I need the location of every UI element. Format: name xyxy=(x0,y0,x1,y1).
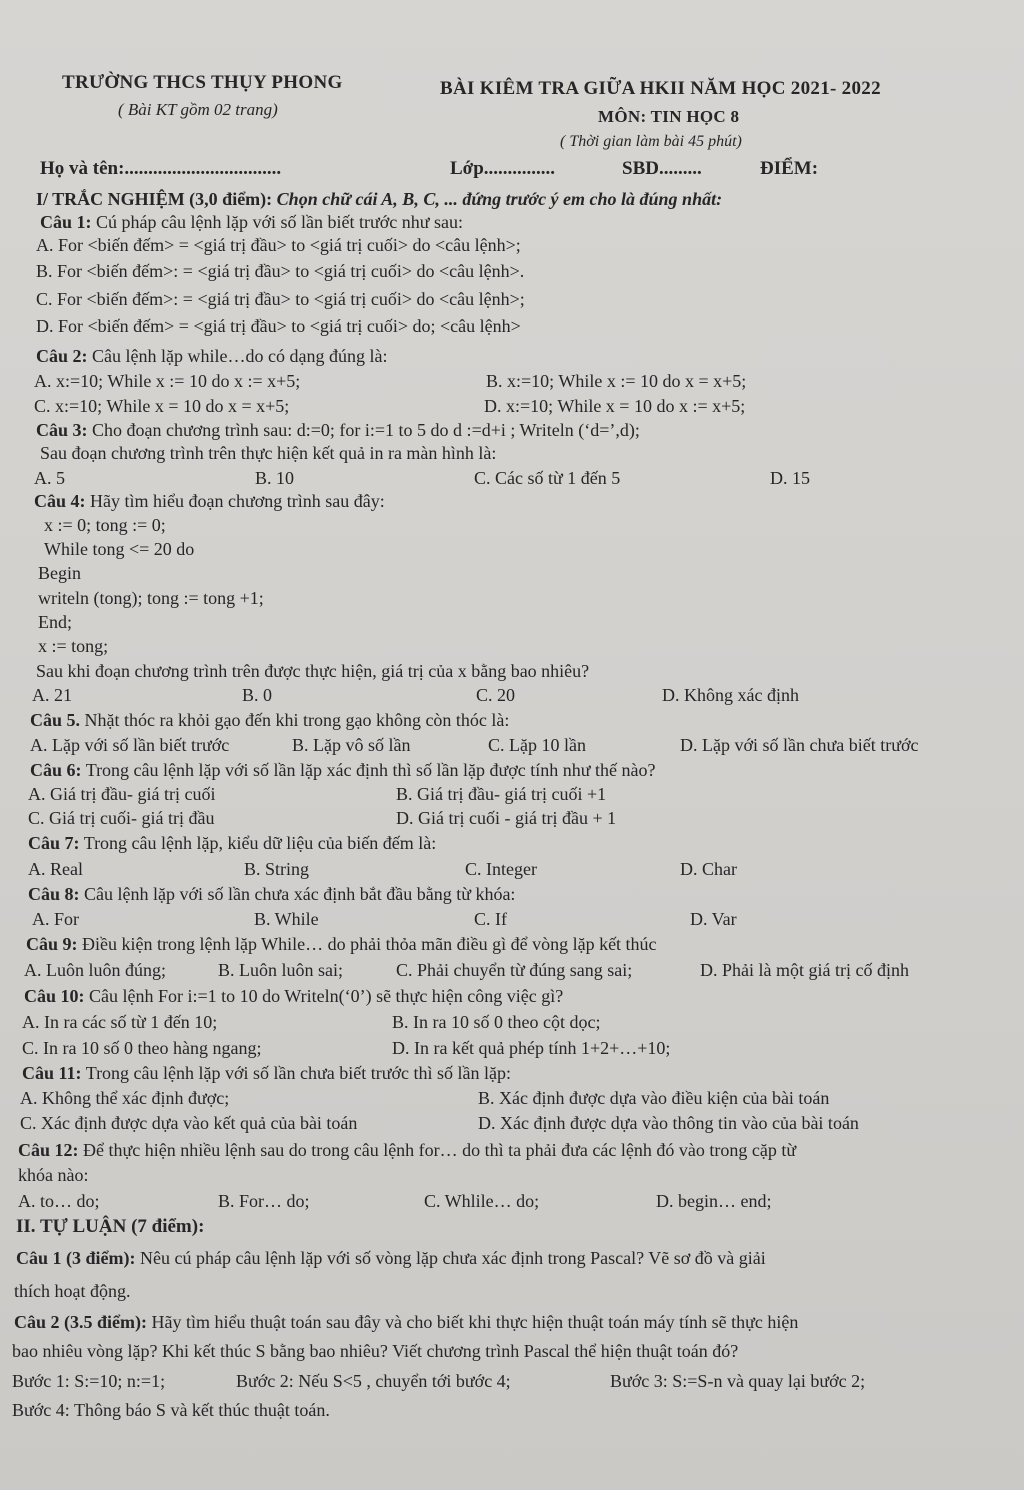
q1-option-c: C. For <biến đếm>: = <giá trị đầu> to <giá trị cuối> do <câu lệnh>; xyxy=(36,289,525,309)
time-note: ( Thời gian làm bài 45 phút) xyxy=(560,133,742,150)
q2-option-a: A. x:=10; While x := 10 do x := x+5; xyxy=(34,371,301,391)
q7-option-b: B. String xyxy=(244,859,310,879)
q4-code-line-4: writeln (tong); tong := tong +1; xyxy=(38,588,264,608)
q9-option-d: D. Phải là một giá trị cố định xyxy=(700,960,909,980)
q2-text: Câu lệnh lặp while…do có dạng đúng là: xyxy=(92,346,388,366)
part1-instruction: Chọn chữ cái A, B, C, ... đứng trước ý em cho là đúng nhất: xyxy=(276,189,723,209)
sbd-field: SBD......... xyxy=(622,158,702,179)
q8-option-c: C. If xyxy=(474,909,507,929)
q1-label: Câu 1: xyxy=(40,212,92,232)
q12-label: Câu 12: xyxy=(18,1140,79,1160)
q8-option-b: B. While xyxy=(254,909,319,929)
q5-option-a: A. Lặp với số lần biết trước xyxy=(30,735,230,755)
q2-label: Câu 2: xyxy=(36,346,88,366)
class-field: Lớp............... xyxy=(450,158,556,179)
exam-title: BÀI KIÊM TRA GIỮA HKII NĂM HỌC 2021- 2022 xyxy=(440,78,881,99)
q8-text: Câu lệnh lặp với số lần chưa xác định bắt đầu bằng từ khóa: xyxy=(84,884,516,904)
q8-label: Câu 8: xyxy=(28,884,80,904)
q3-text2: Sau đoạn chương trình trên thực hiện kết quả in ra màn hình là: xyxy=(40,443,497,463)
q1-option-d: D. For <biến đếm> = <giá trị đầu> to <giá trị cuối> do; <câu lệnh> xyxy=(36,316,521,336)
q10-label: Câu 10: xyxy=(24,986,85,1006)
q6-text: Trong câu lệnh lặp với số lần lặp xác định thì số lần lặp được tính như thế nào? xyxy=(85,760,656,780)
pages-note: ( Bài KT gồm 02 trang) xyxy=(118,100,278,119)
q9-option-b: B. Luôn luôn sai; xyxy=(218,960,343,980)
q12-text2: khóa nào: xyxy=(18,1165,89,1185)
algorithm-step-4: Bước 4: Thông báo S và kết thúc thuật toán. xyxy=(12,1400,330,1420)
q7-option-c: C. Integer xyxy=(465,859,537,879)
q5-label: Câu 5. xyxy=(30,710,81,730)
essay-q2-label: Câu 2 (3.5 điểm): xyxy=(14,1312,147,1332)
q1-text: Cú pháp câu lệnh lặp với số lần biết trước như sau: xyxy=(96,212,463,232)
part1-title: I/ TRẮC NGHIỆM (3,0 điểm): xyxy=(36,189,273,209)
q5-option-c: C. Lặp 10 lần xyxy=(488,735,586,755)
q7-option-a: A. Real xyxy=(28,859,83,879)
q7-option-d: D. Char xyxy=(680,859,737,879)
q9-option-c: C. Phải chuyển từ đúng sang sai; xyxy=(396,960,633,980)
q11-label: Câu 11: xyxy=(22,1063,82,1083)
q2-option-b: B. x:=10; While x := 10 do x = x+5; xyxy=(486,371,747,391)
q4-option-a: A. 21 xyxy=(32,685,72,705)
q4-code-line-3: Begin xyxy=(38,563,81,583)
q9-label: Câu 9: xyxy=(26,934,78,954)
subject: MÔN: TIN HỌC 8 xyxy=(598,107,740,126)
essay-q1-text2: thích hoạt động. xyxy=(14,1281,131,1301)
q4-option-b: B. 0 xyxy=(242,685,273,705)
essay-q1-text: Nêu cú pháp câu lệnh lặp với số vòng lặp chưa xác định trong Pascal? Vẽ sơ đồ và giải xyxy=(140,1248,766,1268)
essay-q2-text: Hãy tìm hiểu thuật toán sau đây và cho biết khi thực hiện thuật toán máy tính sẽ thực hiện xyxy=(151,1312,799,1332)
algorithm-step-2: Bước 2: Nếu S<5 , chuyển tới bước 4; xyxy=(236,1371,511,1391)
q6-option-a: A. Giá trị đầu- giá trị cuối xyxy=(28,784,216,804)
q8-option-d: D. Var xyxy=(690,909,737,929)
q6-option-b: B. Giá trị đầu- giá trị cuối +1 xyxy=(396,784,607,804)
q3-option-c: C. Các số từ 1 đến 5 xyxy=(474,468,621,488)
q10-option-d: D. In ra kết quả phép tính 1+2+…+10; xyxy=(392,1038,671,1058)
q12-option-c: C. Whlile… do; xyxy=(424,1191,540,1211)
q4-option-d: D. Không xác định xyxy=(662,685,799,705)
q11-option-c: C. Xác định được dựa vào kết quả của bài toán xyxy=(20,1113,358,1133)
algorithm-step-3: Bước 3: S:=S-n và quay lại bước 2; xyxy=(610,1371,866,1391)
q4-text2: Sau khi đoạn chương trình trên được thực hiện, giá trị của x bằng bao nhiêu? xyxy=(36,661,590,681)
q6-option-c: C. Giá trị cuối- giá trị đầu xyxy=(28,808,215,828)
q11-option-d: D. Xác định được dựa vào thông tin vào của bài toán xyxy=(478,1113,859,1133)
q8-option-a: A. For xyxy=(32,909,80,929)
q1-option-a: A. For <biến đếm> = <giá trị đầu> to <giá trị cuối> do <câu lệnh>; xyxy=(36,235,521,255)
q11-text: Trong câu lệnh lặp với số lần chưa biết trước thì số lần lặp: xyxy=(85,1063,512,1083)
q12-option-a: A. to… do; xyxy=(18,1191,100,1211)
q4-code-line-6: x := tong; xyxy=(38,636,109,656)
q3-text: Cho đoạn chương trình sau: d:=0; for i:=1 to 5 do d :=d+i ; Writeln (‘d=’,d); xyxy=(92,420,640,440)
q12-text: Để thực hiện nhiều lệnh sau do trong câu lệnh for… do thì ta phải đưa các lệnh đó vào trong cặp từ xyxy=(83,1140,797,1160)
q12-option-b: B. For… do; xyxy=(218,1191,310,1211)
q3-label: Câu 3: xyxy=(36,420,88,440)
school-name: TRƯỜNG THCS THỤY PHONG xyxy=(62,72,343,93)
q10-option-c: C. In ra 10 số 0 theo hàng ngang; xyxy=(22,1038,262,1058)
q5-option-d: D. Lặp với số lần chưa biết trước xyxy=(680,735,919,755)
q4-label: Câu 4: xyxy=(34,491,86,511)
q4-code-line-1: x := 0; tong := 0; xyxy=(44,515,166,535)
q6-label: Câu 6: xyxy=(30,760,82,780)
q10-option-a: A. In ra các số từ 1 đến 10; xyxy=(22,1012,218,1032)
q4-text: Hãy tìm hiểu đoạn chương trình sau đây: xyxy=(90,491,385,511)
part2-title: II. TỰ LUẬN (7 điểm): xyxy=(16,1216,205,1237)
q2-option-d: D. x:=10; While x = 10 do x := x+5; xyxy=(484,396,746,416)
q7-text: Trong câu lệnh lặp, kiểu dữ liệu của biến đếm là: xyxy=(83,833,437,853)
q4-option-c: C. 20 xyxy=(476,685,516,705)
q4-code-line-2: While tong <= 20 do xyxy=(44,539,195,559)
q10-text: Câu lệnh For i:=1 to 10 do Writeln(‘0’) sẽ thực hiện công việc gì? xyxy=(89,986,564,1006)
essay-q2-text2: bao nhiêu vòng lặp? Khi kết thúc S bằng bao nhiêu? Viết chương trình Pascal thể hiện thuật toán đó? xyxy=(12,1341,739,1361)
q3-option-a: A. 5 xyxy=(34,468,65,488)
q11-option-b: B. Xác định được dựa vào điều kiện của bài toán xyxy=(478,1088,830,1108)
q11-option-a: A. Không thể xác định được; xyxy=(20,1088,230,1108)
q9-option-a: A. Luôn luôn đúng; xyxy=(24,960,166,980)
score-label: ĐIỂM: xyxy=(760,158,819,179)
q10-option-b: B. In ra 10 số 0 theo cột dọc; xyxy=(392,1012,601,1032)
q7-label: Câu 7: xyxy=(28,833,80,853)
essay-q1-label: Câu 1 (3 điểm): xyxy=(16,1248,136,1268)
q6-option-d: D. Giá trị cuối - giá trị đầu + 1 xyxy=(396,808,617,828)
q5-text: Nhặt thóc ra khỏi gạo đến khi trong gạo không còn thóc là: xyxy=(84,710,510,730)
q2-option-c: C. x:=10; While x = 10 do x = x+5; xyxy=(34,396,290,416)
q9-text: Điều kiện trong lệnh lặp While… do phải thỏa mãn điều gì để vòng lặp kết thúc xyxy=(82,934,657,954)
q5-option-b: B. Lặp vô số lần xyxy=(292,735,411,755)
q4-code-line-5: End; xyxy=(38,612,72,632)
q3-option-b: B. 10 xyxy=(255,468,295,488)
name-field: Họ và tên:................................. xyxy=(40,158,282,179)
q3-option-d: D. 15 xyxy=(770,468,810,488)
q1-option-b: B. For <biến đếm>: = <giá trị đầu> to <giá trị cuối> do <câu lệnh>. xyxy=(36,261,525,281)
q12-option-d: D. begin… end; xyxy=(656,1191,772,1211)
algorithm-step-1: Bước 1: S:=10; n:=1; xyxy=(12,1371,166,1391)
